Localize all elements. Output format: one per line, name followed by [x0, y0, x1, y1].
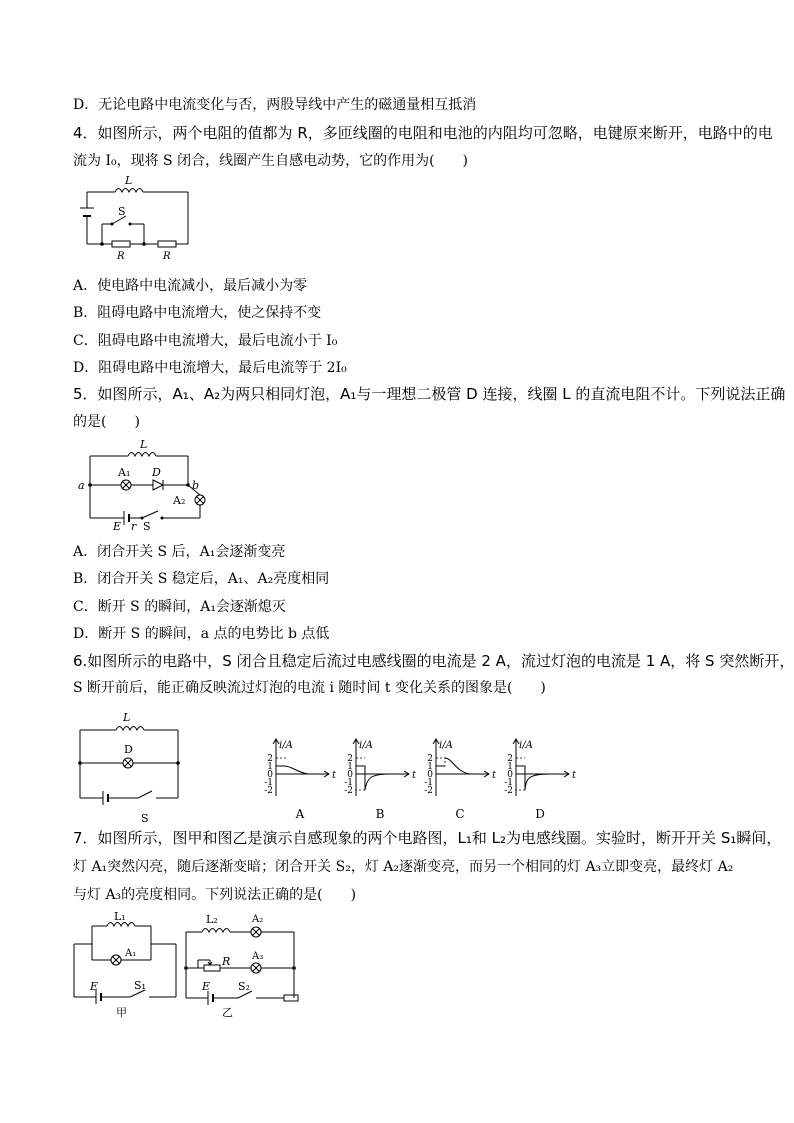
q7-label-S2: S₂	[238, 980, 250, 993]
q7-label-A3: A₃	[252, 951, 264, 962]
q3-option-d: D．无论电路中电流变化与否，两股导线中产生的磁通量相互抵消	[73, 97, 477, 113]
q6-circuit-figure	[70, 704, 190, 825]
graph-C-tick-label: -1	[424, 778, 433, 788]
q7-yi-label-E: E	[202, 980, 211, 993]
q5-switch-blade	[142, 511, 158, 518]
graph-A-caption: A	[295, 807, 305, 821]
graph-B-tick-label: 1	[347, 762, 353, 772]
graph-B-tick-label: 2	[347, 754, 353, 764]
q7-jia-label-E: E	[90, 980, 99, 993]
q7-inductor-L1	[107, 923, 135, 927]
q4-option-a: A．使电路中电流减小，最后减小为零	[73, 278, 308, 294]
graph-A-tick-label: 2	[267, 754, 273, 764]
q4-option-d: D．阻碍电路中电流增大，最后电流等于 2I₀	[73, 360, 347, 376]
graph-D-xlabel: t	[572, 770, 577, 781]
graph-A-curve	[276, 766, 308, 774]
graph-C-tick-label: -2	[424, 786, 433, 796]
q5-circuit-figure	[76, 436, 206, 532]
q5-stem-line-2: 的是( )	[73, 414, 140, 430]
q5-inductor-coil	[128, 453, 156, 457]
q5-label-A1: A₁	[118, 466, 131, 479]
q5-option-a: A．闭合开关 S 后，A₁会逐渐变亮	[73, 544, 286, 560]
q7-label-L1: L₁	[114, 910, 126, 923]
graph-D-ylabel: i/A	[519, 740, 533, 751]
q7-label-R: R	[222, 955, 231, 968]
graph-A-tick-label: -2	[264, 786, 273, 796]
q6-label-L: L	[123, 711, 131, 724]
q7-label-S1: S₁	[134, 979, 146, 992]
graph-C-caption: C	[455, 807, 465, 821]
q4-inductor-coil	[115, 189, 143, 193]
graph-C-dashed-guide	[436, 758, 445, 766]
graph-D-tick-label: 2	[507, 754, 513, 764]
graph-C-tick-label: 0	[427, 770, 433, 780]
graph-A-tick-label: 1	[267, 762, 273, 772]
q7-label-A2: A₂	[252, 914, 264, 925]
q4-label-R1: R	[117, 251, 125, 262]
q7-stem-line-1: 7．如图所示，图甲和图乙是演示自感现象的两个电路图，L₁和 L₂为电感线圈。实验时，断开开关 S₁瞬间，	[73, 829, 782, 847]
q5-option-b: B．闭合开关 S 稳定后，A₁、A₂亮度相同	[73, 571, 330, 587]
graph-A-tick-label: -1	[264, 778, 273, 788]
q5-label-S: S	[143, 520, 151, 533]
q5-option-d: D．断开 S 的瞬间，a 点的电势比 b 点低	[73, 626, 330, 642]
q7-label-A1: A₁	[125, 948, 137, 959]
graph-D-curve	[516, 766, 550, 790]
q7-stem-line-2: 灯 A₁突然闪亮，随后逐渐变暗；闭合开关 S₂，灯 A₂逐渐变亮，而另一个相同的灯 A₃立即变亮，最终灯 A₂	[73, 859, 734, 875]
q5-diode	[153, 480, 163, 490]
q6-answer-graphs	[262, 738, 582, 822]
q4-circuit-figure	[70, 172, 200, 262]
q4-label-L: L	[125, 174, 133, 187]
graph-A-ylabel: i/A	[279, 740, 293, 751]
graph-B-curve	[356, 766, 390, 790]
graph-B-tick-label: -2	[344, 786, 353, 796]
q5-label-A2: A₂	[173, 494, 186, 507]
graph-D-tick-label: -2	[504, 786, 513, 796]
q6-label-S: S	[141, 812, 149, 825]
q7-inductor-L2	[202, 929, 230, 933]
q5-option-c: C．断开 S 的瞬间，A₁会逐渐熄灭	[73, 599, 286, 615]
graph-C-xlabel: t	[492, 770, 497, 781]
graph-B-ylabel: i/A	[359, 740, 373, 751]
graph-A-xlabel: t	[332, 770, 337, 781]
graph-B-caption: B	[375, 807, 385, 821]
graph-B-tick-label: -1	[344, 778, 353, 788]
graph-C-tick-label: 1	[427, 762, 433, 772]
q6-stem-line-1: 6.如图所示的电路中，S 闭合且稳定后流过电感线圈的电流是 2 A，流过灯泡的电流是 1 A，将 S 突然断开，	[73, 652, 794, 670]
q5-label-r: r	[131, 520, 137, 533]
graph-C-curve	[436, 758, 470, 774]
q5-label-a: a	[78, 479, 85, 492]
q6-switch-blade	[138, 791, 152, 798]
q6-stem-line-2: S 断开前后，能正确反映流过灯泡的电流 i 随时间 t 变化关系的图象是( )	[73, 680, 546, 696]
q4-option-c: C．阻碍电路中电流增大，最后电流小于 I₀	[73, 333, 338, 349]
q6-inductor-coil	[116, 727, 144, 731]
q4-label-S: S	[118, 205, 126, 218]
q4-stem-line-1: 4．如图所示，两个电阻的值都为 R，多匝线圈的电阻和电池的内阻均可忽略，电键原来断开，电路中的电	[73, 124, 773, 142]
graph-D-tick-label: 1	[507, 762, 513, 772]
q5-label-E: E	[113, 520, 122, 533]
q7-label-L2: L₂	[206, 913, 218, 926]
q7-circuit-jia	[70, 908, 182, 1020]
q5-label-D: D	[152, 466, 161, 479]
graph-D-caption: D	[535, 807, 545, 821]
q7-caption-jia: 甲	[116, 1006, 127, 1019]
graph-B-tick-label: 0	[347, 770, 353, 780]
q4-resistor-2	[158, 241, 176, 247]
q5-stem-line-1: 5．如图所示，A₁、A₂为两只相同灯泡，A₁与一理想二极管 D 连接，线圈 L 的直流电阻不计。下列说法正确	[73, 385, 786, 403]
q7-stem-line-3: 与灯 A₃的亮度相同。下列说法正确的是( )	[73, 887, 357, 903]
q4-stem-line-2: 流为 I₀，现将 S 闭合，线圈产生自感电动势，它的作用为( )	[73, 153, 469, 169]
q7-circuit-yi	[182, 908, 304, 1020]
q4-label-R2: R	[163, 251, 171, 262]
graph-D-tick-label: -1	[504, 778, 513, 788]
q6-label-D: D	[124, 743, 133, 756]
q7-rheostat-R	[204, 965, 220, 971]
graph-D-tick-label: 0	[507, 770, 513, 780]
graph-A-tick-label: 0	[267, 770, 273, 780]
graph-C-ylabel: i/A	[439, 740, 453, 751]
q7-caption-yi: 乙	[222, 1006, 233, 1019]
q5-label-L: L	[140, 438, 148, 451]
graph-C-tick-label: 2	[427, 754, 433, 764]
q4-option-b: B．阻碍电路中电流增大，使之保持不变	[73, 305, 322, 321]
q5-label-b: b	[192, 479, 200, 492]
graph-B-xlabel: t	[412, 770, 417, 781]
q4-resistor-1	[112, 241, 130, 247]
